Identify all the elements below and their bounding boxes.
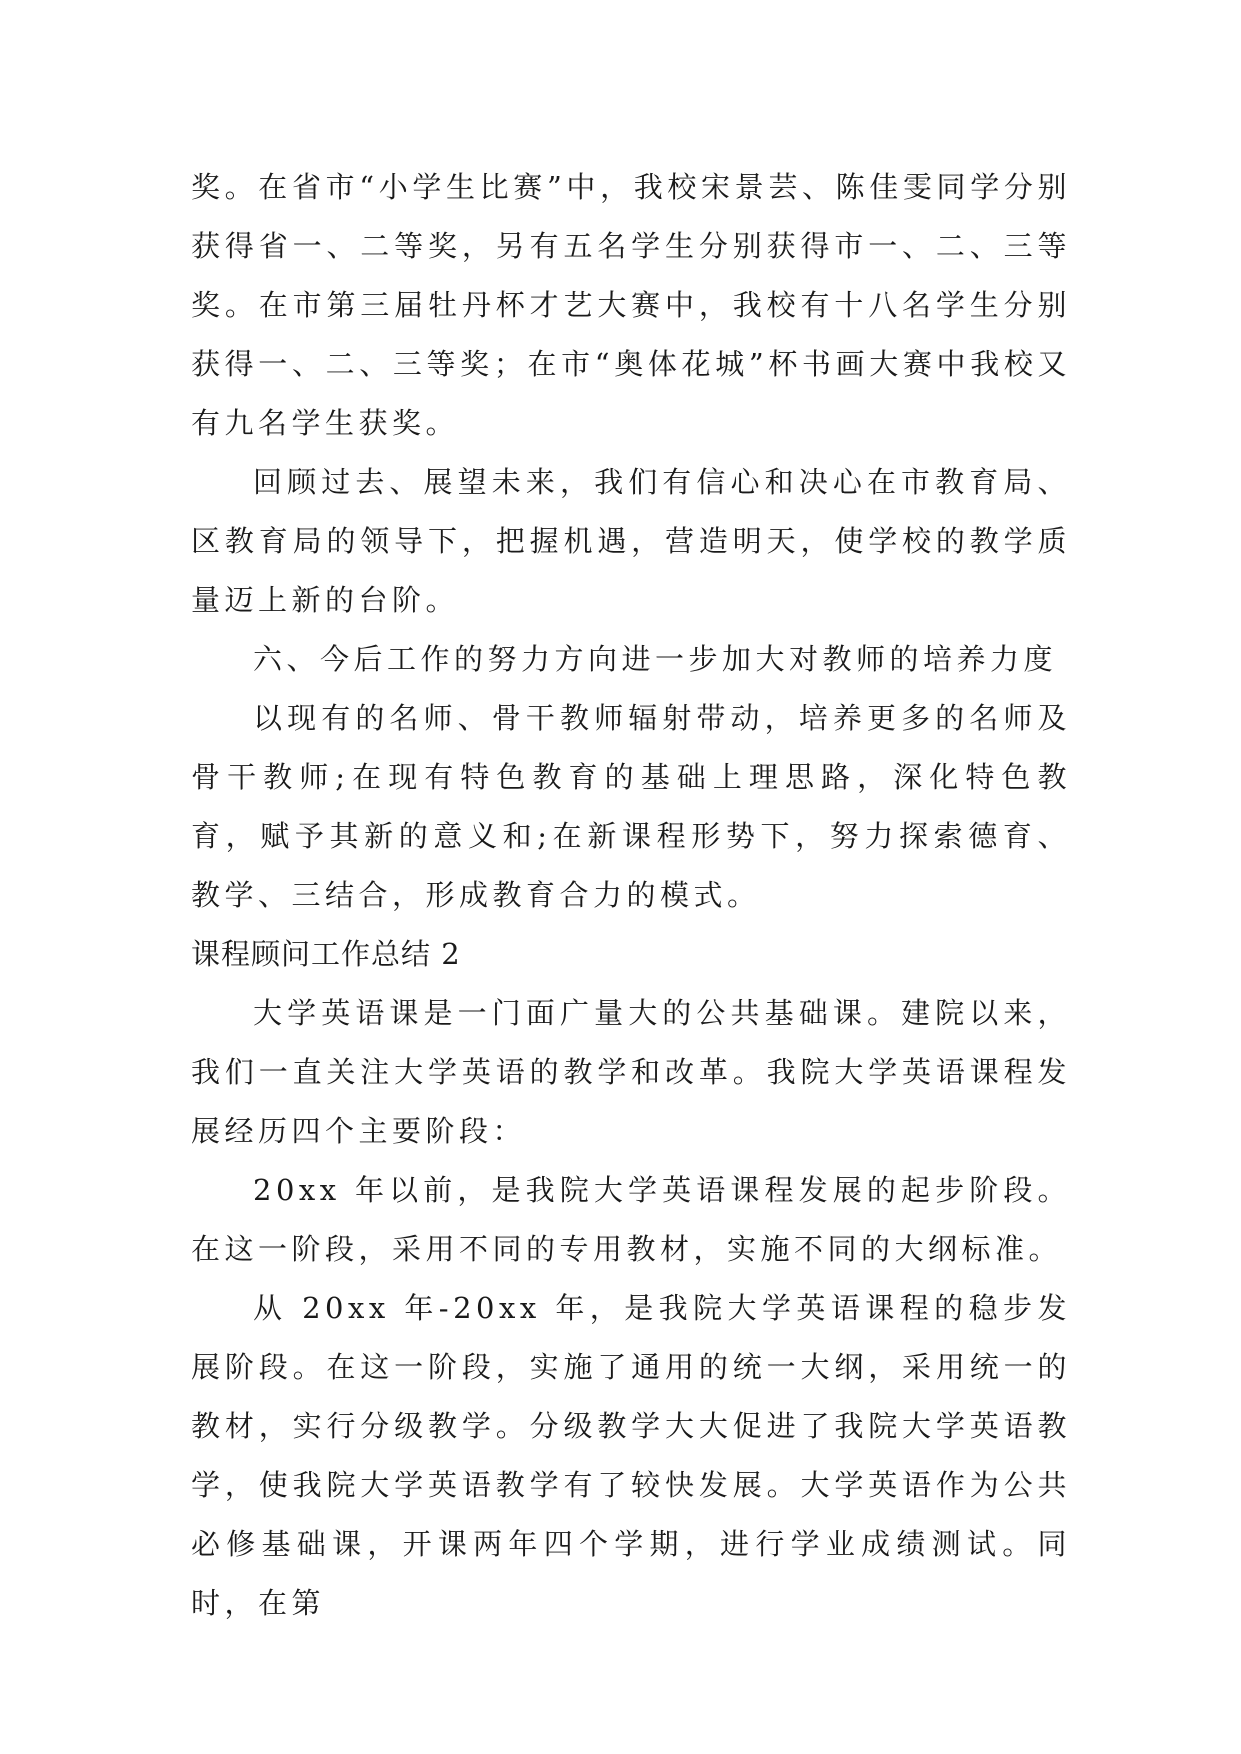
section-heading: 课程顾问工作总结 2 <box>191 937 461 971</box>
paragraph-outlook: 回顾过去、展望未来，我们有信心和决心在市教育局、区教育局的领导下，把握机遇，营造明天，使学校的教学质量迈上新的台阶。 <box>191 465 1071 617</box>
document-body <box>191 158 1071 1633</box>
paragraph-section-six-title: 六、今后工作的努力方向进一步加大对教师的培养力度 <box>253 642 1058 676</box>
paragraph-teacher-training: 以现有的名师、骨干教师辐射带动，培养更多的名师及骨干教师;在现有特色教育的基础上理思路，深化特色教育，赋予其新的意义和;在新课程形势下，努力探索德育、教学、三结合，形成教育合力的模式。 <box>191 701 1071 912</box>
paragraph-english-course-intro: 大学英语课是一门面广量大的公共基础课。建院以来，我们一直关注大学英语的教学和改革。我院大学英语课程发展经历四个主要阶段： <box>191 996 1071 1148</box>
paragraph-stage-one: 20xx 年以前，是我院大学英语课程发展的起步阶段。在这一阶段，采用不同的专用教材，实施不同的大纲标准。 <box>191 1173 1071 1266</box>
paragraph-stage-two: 从 20xx 年-20xx 年，是我院大学英语课程的稳步发展阶段。在这一阶段，实施了通用的统一大纲，采用统一的教材，实行分级教学。分级教学大大促进了我院大学英语教学，使我院大学英语教学有了较快发展。大学英语作为公共必修基础课，开课两年四个学期，进行学业成绩测试。同时，在第 <box>191 1291 1071 1620</box>
paragraph-awards: 奖。在省市“小学生比赛”中，我校宋景芸、陈佳雯同学分别获得省一、二等奖，另有五名学生分别获得市一、二、三等奖。在市第三届牡丹杯才艺大赛中，我校有十八名学生分别获得一、二、三等奖；在市“奥体花城”杯书画大赛中我校又有九名学生获奖。 <box>191 170 1071 440</box>
